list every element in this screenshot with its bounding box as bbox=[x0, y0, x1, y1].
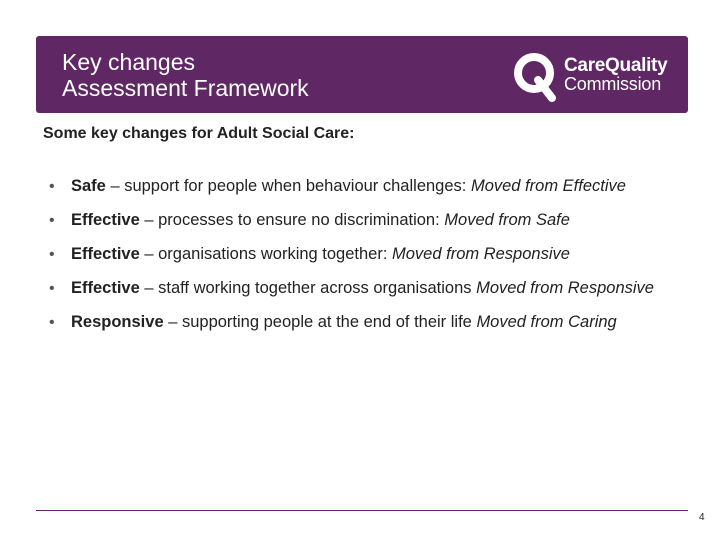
bullet-list bbox=[40, 176, 690, 346]
title-line-2: Assessment Framework bbox=[62, 75, 309, 101]
bullet-icon: • bbox=[49, 212, 55, 229]
bullet-moved-note: Moved from Caring bbox=[476, 313, 617, 331]
bullet-moved-note: Moved from Responsive bbox=[476, 279, 654, 297]
bullet-domain: Effective bbox=[71, 279, 140, 297]
list-item bbox=[40, 176, 690, 197]
bullet-moved-note: Moved from Responsive bbox=[392, 245, 570, 263]
list-item bbox=[40, 244, 690, 265]
bullet-domain: Effective bbox=[71, 245, 140, 263]
page-title bbox=[62, 49, 309, 101]
bullet-text: – staff working together across organisations bbox=[139, 279, 477, 297]
bullet-icon: • bbox=[49, 280, 55, 297]
bullet-domain: Responsive bbox=[71, 313, 164, 331]
bullet-text: – support for people when behaviour challenges: bbox=[105, 177, 471, 195]
bullet-text: – supporting people at the end of their life bbox=[163, 313, 477, 331]
bullet-icon: • bbox=[49, 314, 55, 331]
bullet-moved-note: Moved from Effective bbox=[470, 177, 626, 195]
list-item bbox=[40, 278, 690, 299]
bullet-text: – processes to ensure no discrimination: bbox=[139, 211, 445, 229]
logo-text-line-2: Commission bbox=[564, 74, 662, 94]
logo-text-line-1: CareQuality bbox=[564, 55, 668, 76]
list-item bbox=[40, 210, 690, 231]
header-banner bbox=[36, 36, 688, 113]
title-line-1: Key changes bbox=[62, 49, 195, 75]
page-number: 4 bbox=[699, 512, 705, 523]
footer-divider bbox=[36, 510, 688, 511]
bullet-moved-note: Moved from Safe bbox=[444, 211, 570, 229]
list-item bbox=[40, 312, 690, 333]
bullet-icon: • bbox=[49, 246, 55, 263]
bullet-domain: Safe bbox=[71, 177, 106, 195]
bullet-icon: • bbox=[49, 178, 55, 195]
subheading: Some key changes for Adult Social Care: bbox=[43, 125, 355, 142]
cqc-q-logo-icon bbox=[512, 50, 560, 104]
bullet-domain: Effective bbox=[71, 211, 140, 229]
bullet-text: – organisations working together: bbox=[139, 245, 393, 263]
cqc-logo bbox=[512, 50, 680, 104]
